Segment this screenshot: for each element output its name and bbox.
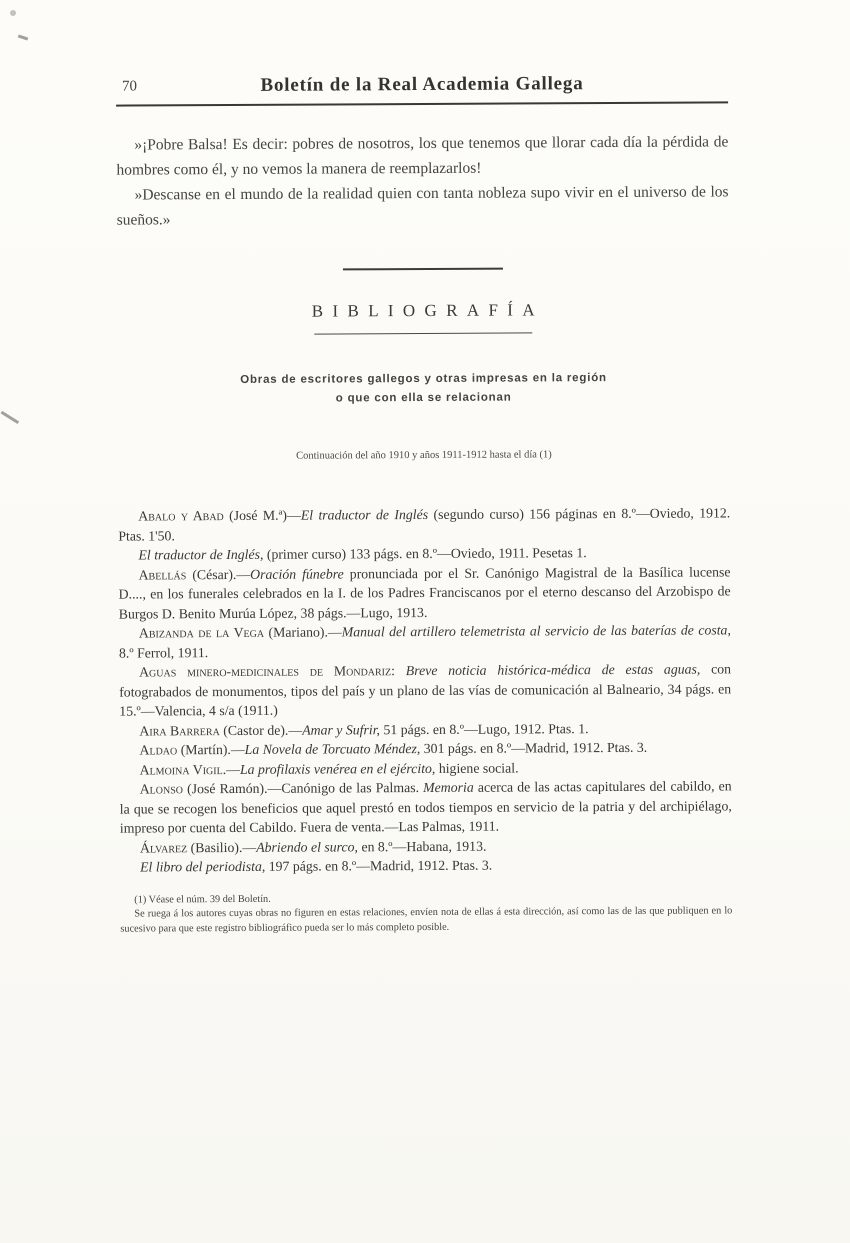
work-title: Abriendo el surco, — [256, 838, 359, 855]
scan-artifact — [18, 35, 28, 41]
header-rule — [116, 101, 728, 106]
bibliography-entry — [120, 776, 732, 838]
entry-text: 197 págs. en 8.º—Madrid, 1912. Ptas. 3. — [265, 857, 493, 874]
bibliography-entry — [120, 854, 732, 877]
page-number: 70 — [121, 78, 138, 95]
entry-text: (Basilio).— — [187, 839, 257, 855]
author-name: Abellás — [138, 566, 187, 582]
entry-text: (José Ramón).—Canónigo de las Palmas. — [182, 780, 424, 797]
work-title: Manual del artillero telemetrista al servicio de las baterías de costa, — [341, 622, 731, 640]
work-title: Amar y Sufrir, — [302, 721, 381, 738]
entry-text: .— — [222, 761, 240, 777]
work-title: Oración fúnebre — [250, 565, 344, 582]
footnote-2: Se ruega á los autores cuyas obras no figuren en estas relaciones, envíen nota de ellas á esta dirección, así como las de las que publiquen en lo sucesivo para que este registro bibliográfico pueda ser lo más completo posible. — [120, 905, 733, 935]
work-title: La Novela de Torcuato Méndez, — [244, 741, 421, 757]
entry-text: 301 págs. en 8.º—Madrid, 1912. Ptas. 3. — [420, 739, 648, 757]
footnote-1: (1) Véase el núm. 39 del Boletín. — [134, 893, 271, 906]
intro-paragraph-2: »Descanse en el mundo de la realidad quien con tanta nobleza supo vivir en el universo de los sueños.» — [116, 183, 729, 229]
scan-artifact — [1, 411, 19, 424]
entry-text: (José M.ª)— — [223, 507, 301, 524]
page-content — [116, 0, 733, 937]
section-subtitle-line1: Obras de escritores gallegos y otras impresas en la región — [240, 372, 607, 386]
bibliography-entry — [119, 562, 731, 624]
entry-text: (Mariano).— — [264, 624, 342, 640]
author-name: Aguas minero-medicinales de Mondariz: — [139, 663, 395, 680]
entry-text: pronunciada por el Sr. Canónigo Magistral de la Basílica lucense D...., en los funerales celebrados en la I. de los Padres Franciscanos por el eterno descanso del Arzobispo de Burgos D. Benito Murúa López, 38 págs.—Lugo, 1913. — [118, 563, 731, 622]
intro-paragraph-1: »¡Pobre Balsa! Es decir: pobres de nosotros, los que tenemos que llorar cada día la pérdida de hombres como él, y no vemos la manera de reemplazarlos! — [116, 133, 729, 179]
work-title: El traductor de Inglés — [300, 506, 429, 523]
author-name: Almoina Vigil — [139, 761, 223, 777]
entry-text: 51 págs. en 8.º—Lugo, 1912. Ptas. 1. — [379, 720, 589, 737]
author-name: Abalo y Abad — [138, 508, 224, 524]
author-name: Aira Barrera — [139, 722, 220, 738]
entry-text: (primer curso) 133 págs. en 8.º—Oviedo, 1911. Pesetas 1. — [263, 545, 587, 562]
entry-text: higiene social. — [435, 760, 519, 776]
author-name: Álvarez — [139, 839, 188, 855]
bibliography-entry — [118, 503, 730, 545]
author-name: Abizanda de la Vega — [138, 624, 265, 641]
entry-text: con fotograbados de monumentos, tipos del país y un plano de las vías de comunicación al Balneario, 34 págs. en 15.º—Valencia, 4 s/a (1911.) — [119, 661, 732, 719]
section-title: BIBLIOGRAFÍA — [311, 300, 544, 321]
bibliography-entries — [118, 503, 732, 877]
section-title-rule — [314, 332, 532, 334]
footnotes — [120, 890, 732, 937]
entry-text: (segundo curso) 156 páginas en 8.º—Oviedo, 1912. Ptas. 1'50. — [118, 505, 731, 544]
entry-text: (Martín).— — [177, 741, 245, 758]
bibliography-entry — [119, 659, 731, 721]
work-title: Memoria — [423, 779, 474, 796]
work-title: Breve noticia histórica-médica de estas aguas, — [405, 661, 701, 679]
entry-text: en 8.º—Habana, 1913. — [357, 838, 487, 854]
intro-quote — [116, 129, 729, 232]
work-title: La profilaxis venérea en el ejército, — [239, 760, 436, 777]
continuation-note: Continuación del año 1910 y años 1911-1912 hasta el día (1) — [296, 449, 552, 462]
page-header — [116, 72, 728, 97]
entry-text: acerca de las actas capitulares del cabildo, en la que se recogen los beneficios que aquel prestó en todos tiempos en servicio de la patria y del archipiélago, impreso por cuenta del Cabildo. Fuera de venta.—Las Palmas, 1911. — [119, 778, 732, 836]
entry-text: (Castor de).— — [219, 722, 303, 738]
bibliography-entry — [119, 737, 731, 760]
section-divider-rule — [343, 268, 503, 271]
work-title: El libro del periodista, — [140, 858, 266, 875]
author-name: Aldao — [139, 742, 178, 758]
section-subtitle — [117, 368, 729, 409]
work-title: El traductor de Inglés, — [138, 546, 264, 563]
entry-text: (César).— — [186, 566, 251, 582]
author-name: Alonso — [139, 781, 184, 797]
entry-text: 8.º Ferrol, 1911. — [118, 644, 209, 661]
scan-artifact — [10, 10, 16, 16]
entry-text — [395, 663, 406, 678]
section-subtitle-line2: o que con ella se relacionan — [335, 391, 512, 405]
bibliography-entry — [119, 620, 731, 662]
header-title: Boletín de la Real Academia Gallega — [260, 73, 584, 96]
